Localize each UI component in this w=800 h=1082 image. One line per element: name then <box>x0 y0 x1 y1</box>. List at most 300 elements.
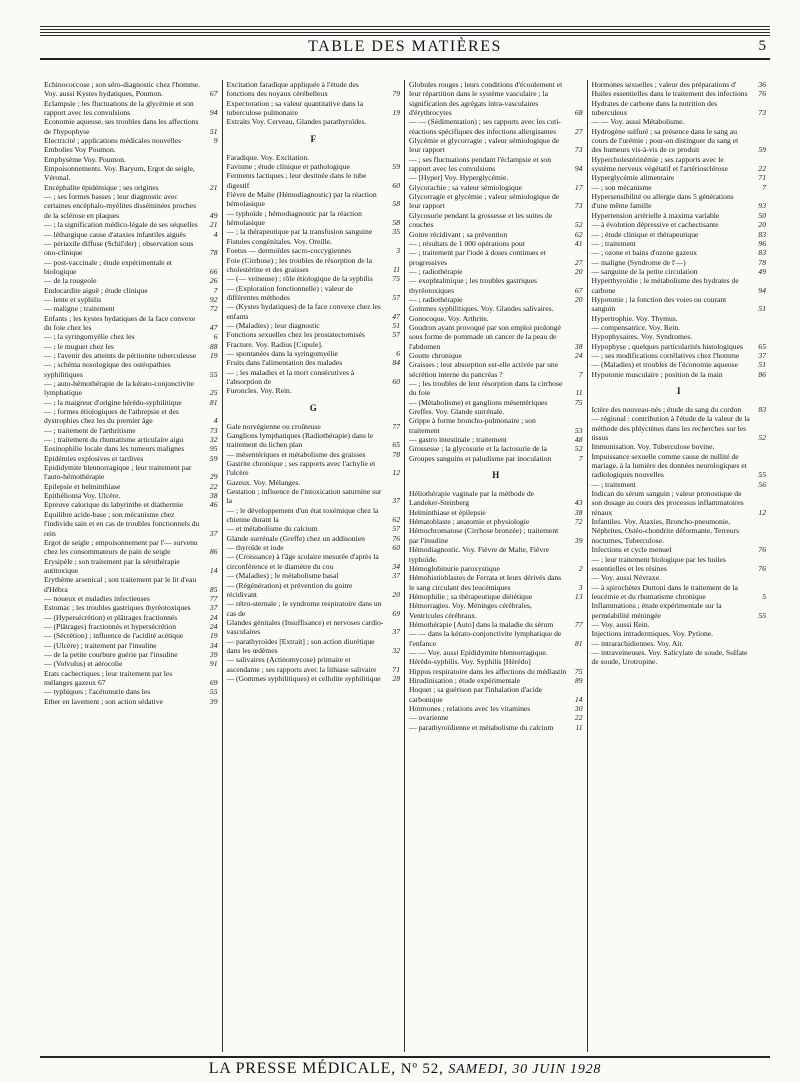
entry-text: Gommes syphilitiques. Voy. Glandes salivaires. <box>409 304 554 314</box>
index-entry <box>227 153 401 162</box>
entry-text: Hypotonie musculaire ; position de la main <box>591 369 723 379</box>
entry-page-ref: 32 <box>392 645 400 655</box>
index-entry <box>44 183 218 192</box>
entry-page-ref: 3 <box>396 246 400 256</box>
entry-text: — intrarachidiennes. Voy. Air. <box>591 638 684 648</box>
entry-page-ref: 2 <box>578 563 583 573</box>
index-entry <box>44 538 218 557</box>
index-entry <box>44 603 218 612</box>
index-entry <box>227 340 401 349</box>
index-entry <box>44 80 218 99</box>
index-entry <box>592 192 767 211</box>
entry-page-ref: 41 <box>574 238 583 248</box>
index-entry <box>409 676 583 685</box>
entry-text: Huiles essentielles dans le traitement des infections <box>591 89 748 99</box>
entry-text: Glandes génitales (Insuffisance) et nervoses cardio-vasculaires <box>226 617 384 637</box>
entry-page-ref: 53 <box>574 425 583 435</box>
index-entry <box>409 564 583 573</box>
index-entry <box>592 220 767 229</box>
entry-text: Hémothérapie [Auto] dans la maladie du sérum <box>409 619 554 629</box>
entry-page-ref: 6 <box>396 348 400 358</box>
entry-page-ref: 57 <box>392 330 400 340</box>
entry-text: Glycémie et glycorragie ; valeur sémiologique de leur rapport <box>409 136 560 155</box>
index-entry <box>592 442 767 451</box>
entry-text: — maligne (Syndrome de l'—) <box>591 257 686 267</box>
entry-text: Hypersensibilité ou allergie dans 5 générations d'une même famille <box>591 192 734 211</box>
index-entry <box>227 599 401 618</box>
entry-text: Hormones ; relations avec les vitamines <box>409 704 531 713</box>
entry-text: Fistules congénitales. Voy. Oreille. <box>226 236 333 246</box>
entry-page-ref: 81 <box>574 638 583 648</box>
index-entry <box>44 650 218 659</box>
index-column-1 <box>40 80 223 1052</box>
entry-text: — ; formes étiologiques de l'athrepsie et des dystrophies chez les du premier âge <box>44 407 179 426</box>
entry-page-ref: 11 <box>392 264 400 274</box>
entry-page-ref: 60 <box>392 180 400 190</box>
entry-text: Greffes. Voy. Glande surrénale. <box>409 407 505 417</box>
entry-page-ref: 59 <box>209 453 218 463</box>
entry-text: — Voy. aussi Rein. <box>591 619 650 629</box>
entry-text: Hirudinisation ; étude expérimentale <box>409 675 521 685</box>
entry-text: — ; le développement d'un état toxémique chez la chienne durant la <box>226 505 379 525</box>
index-entry <box>409 545 583 564</box>
entry-text: Helminthiase et épilepsie <box>409 507 486 517</box>
entry-page-ref: 34 <box>392 561 400 571</box>
index-entry <box>44 491 218 500</box>
entry-text: Hydrogène sulfuré ; sa présence dans le sang au cours de l'urémie ; pour-on distinguer du sang et des humeurs vis-à-vis de ce produit <box>591 126 739 155</box>
index-entry <box>592 80 767 89</box>
index-entry <box>592 342 767 351</box>
index-entry <box>409 657 583 666</box>
entry-text: Immunisation. Voy. Tuberculose bovine. <box>591 442 715 452</box>
index-entry <box>592 117 767 126</box>
entry-text: Hypotonie ; la fonction des voies ou courant sanguin <box>591 294 727 314</box>
entry-page-ref: 67 <box>209 89 218 99</box>
entry-page-ref: 7 <box>578 369 583 379</box>
entry-page-ref: 22 <box>758 164 766 174</box>
entry-text: — — Voy. aussi Métabolisme. <box>591 117 685 127</box>
entry-page-ref: 24 <box>574 350 583 360</box>
entry-text: Graisses ; leur absorption est-elle activée par une sécrétion interne du pancréas ? <box>409 360 559 379</box>
index-entry <box>409 444 583 453</box>
index-entry <box>409 155 583 174</box>
entry-text: — ; la maigreur d'origine hérédo-syphilitique <box>44 397 182 407</box>
entry-page-ref: 57 <box>392 524 400 534</box>
index-entry <box>44 136 218 145</box>
entry-text: — (Régénération) et prévention du goitre récidivant <box>226 580 353 599</box>
entry-page-ref: 76 <box>758 89 766 99</box>
page-header <box>40 38 770 60</box>
entry-text: — — Voy. aussi Epididymite blennorragique. <box>409 647 548 657</box>
index-entry <box>227 506 401 525</box>
entry-page-ref: 96 <box>758 238 766 248</box>
index-entry <box>44 398 218 407</box>
entry-page-ref: 43 <box>574 498 583 508</box>
entry-text: — (— veineuse) ; rôle étiologique de la syphilis <box>226 274 373 284</box>
entry-page-ref: 75 <box>574 666 583 676</box>
index-entry <box>44 697 218 706</box>
index-entry <box>592 295 767 314</box>
entry-text: Hyperthyroïdie ; le métabolisme des hydrates de carbone <box>591 276 739 295</box>
entry-text: — ; traitement de l'arthritisme <box>44 425 136 435</box>
entry-page-ref: 91 <box>209 659 218 669</box>
entry-text: — compensatrice. Voy. Rein. <box>591 322 681 332</box>
entry-text: — ; leur traitement biologique par les huiles essentielles et les résines <box>591 554 726 573</box>
index-entry <box>409 323 583 351</box>
entry-page-ref: 94 <box>209 108 218 118</box>
entry-page-ref: 37 <box>392 571 400 581</box>
index-entry <box>409 648 583 657</box>
index-entry <box>44 613 218 622</box>
index-entry <box>227 552 401 571</box>
index-entry <box>592 267 767 276</box>
entry-text: Empoisonnements. Voy. Baryum, Ergot de seigle, Véronal. <box>44 164 195 183</box>
entry-page-ref: 27 <box>574 126 583 136</box>
entry-text: Hippus respiratoire dans les affections du médiastin <box>409 666 567 676</box>
index-entry <box>44 239 218 258</box>
entry-page-ref: 62 <box>574 229 583 239</box>
index-entry <box>592 127 767 155</box>
entry-text: Epidémies explosives et tardives <box>44 453 144 463</box>
index-entry <box>592 155 767 174</box>
index-entry <box>409 314 583 323</box>
index-entry <box>592 452 767 480</box>
entry-page-ref: 59 <box>758 145 766 155</box>
entry-text: Ether en lavement ; son action sédative <box>44 696 163 706</box>
index-entry <box>227 358 401 367</box>
index-entry <box>409 416 583 435</box>
index-entry <box>44 687 218 696</box>
entry-text: Epididymite blennorragique ; leur traitement par l'auto-hémothérapie <box>44 463 192 482</box>
index-entry <box>44 276 218 285</box>
index-entry <box>44 286 218 295</box>
entry-page-ref: 78 <box>392 449 400 459</box>
entry-text: — (Exploration fonctionnelle) ; valeur de différentes méthodes <box>226 283 353 302</box>
entry-text: — ; les maladies et la mort consécutives à l'absorption de <box>226 367 355 386</box>
entry-page-ref: 52 <box>574 220 583 230</box>
entry-page-ref: 83 <box>758 229 766 239</box>
entry-text: Excitation faradique appliquée à l'étude des fonctions des noyaux cérébelleux <box>226 80 359 99</box>
entry-text: — typhoïde ; hémodiagnostic par la réaction hémolasique <box>226 208 362 228</box>
entry-page-ref: 9 <box>213 136 218 146</box>
index-entry <box>592 601 767 620</box>
entry-page-ref: 76 <box>392 533 400 543</box>
entry-text: Impuissance sexuelle comme cause de nullité de mariage, à la lumière des données neurologiques et radiologiques nouvelles <box>591 451 747 480</box>
entry-text: Fonctions sexuelles chez les prostatectomisés <box>226 330 365 340</box>
entry-page-ref: 35 <box>392 227 400 237</box>
entry-page-ref: 27 <box>574 257 583 267</box>
entry-page-ref: 69 <box>392 608 400 618</box>
entry-page-ref: 39 <box>574 535 583 545</box>
index-entry <box>409 508 583 517</box>
entry-page-ref: 58 <box>392 199 400 209</box>
index-entry <box>592 480 767 489</box>
entry-page-ref: 14 <box>574 694 583 704</box>
index-entry <box>409 517 583 526</box>
entry-text: Gonocoque. Voy. Arthrite. <box>409 313 489 323</box>
entry-text: — (Gommes syphilitiques) et cellulite syphilitique <box>226 673 381 683</box>
entry-text: — ; le muguet chez les <box>44 341 114 351</box>
index-entry <box>409 723 583 732</box>
entry-page-ref: 37 <box>392 496 400 506</box>
index-entry <box>227 431 401 450</box>
index-entry <box>227 674 401 683</box>
index-entry <box>409 239 583 248</box>
index-entry <box>409 601 583 620</box>
entry-text: Goutte chronique <box>409 350 462 360</box>
index-entry <box>227 581 401 600</box>
entry-text: — ; radiothérapie <box>409 266 463 276</box>
index-entry <box>44 463 218 482</box>
index-entry <box>44 145 218 154</box>
entry-text: Ferments lactiques ; leur destinée dans le tube digestif <box>226 171 367 190</box>
section-letter: F <box>310 133 316 144</box>
index-entry <box>227 171 401 190</box>
entry-page-ref: 37 <box>392 627 400 637</box>
entry-page-ref: 71 <box>758 173 766 183</box>
entry-page-ref: 69 <box>209 678 218 687</box>
entry-text: — (Plâtrages) fractionnés et hypersécrétion <box>44 621 176 631</box>
entry-text: Grossesse ; la glycosurie et la lactosurie de la <box>409 444 547 454</box>
entry-text: Foie (Cirrhose) ; les troubles de résorption de la cholestérine et des graisses <box>226 255 373 274</box>
entry-text: — ; la signification médico-légale de ses séquelles <box>44 220 198 230</box>
entry-page-ref: 52 <box>758 433 766 443</box>
entry-page-ref: 92 <box>209 294 218 304</box>
entry-text: — de la rougeole <box>44 276 97 286</box>
entry-text: — ; ses modifications corrélatives chez l'homme <box>591 350 740 360</box>
entry-text: — (Hypersécrétion) et plâtrages fractionnés <box>44 612 178 622</box>
index-entry <box>44 117 218 136</box>
entry-page-ref: 21 <box>209 220 218 230</box>
entry-text: — (Maladies) et troubles de l'économie aqueuse <box>591 360 738 370</box>
entry-page-ref: 73 <box>209 425 218 435</box>
entry-page-ref: 50 <box>758 210 766 220</box>
entry-page-ref: 58 <box>392 218 400 228</box>
index-entry <box>592 183 767 192</box>
entry-page-ref: 29 <box>209 472 218 482</box>
index-entry <box>227 256 401 275</box>
index-entry <box>227 459 401 478</box>
entry-page-ref: 20 <box>392 589 400 599</box>
entry-page-ref: 76 <box>758 545 766 555</box>
entry-text: — régional : contribution à l'étude de la valeur de la méthode des phlyctènes dans les recherches sur les tissus <box>591 414 750 443</box>
entry-page-ref: 83 <box>758 248 766 258</box>
index-entry <box>227 80 401 99</box>
entry-page-ref: 21 <box>209 182 218 192</box>
entry-text: — ; résultats de 1 000 opérations pour <box>409 238 526 248</box>
entry-text: Ergot de seigle ; empoisonnement par l'— survenu chez les consommateurs de pain de seigle <box>44 537 198 557</box>
entry-text: — — (Sédimentation) ; ses rapports avec les cuti-réactions spécifiques des infections allergisantes <box>409 117 561 136</box>
index-entry <box>44 164 218 183</box>
entry-text: Gazeux. Voy. Mélanges. <box>226 477 301 487</box>
entry-page-ref: 76 <box>758 563 766 573</box>
index-entry <box>44 230 218 239</box>
index-entry <box>409 398 583 407</box>
entry-text: — ; les troubles de leur résorption dans la cirrhose du foie <box>409 379 563 398</box>
entry-text: — intraveineuses. Voy. Salicylate de soude, Sulfate de soude, Urotropine. <box>591 647 748 667</box>
index-entry <box>592 639 767 648</box>
index-column-4 <box>588 80 771 1052</box>
entry-page-ref: 73 <box>574 145 583 155</box>
index-entry <box>409 80 583 117</box>
index-entry <box>592 99 767 118</box>
index-entry <box>44 332 218 341</box>
entry-text: — périaxile diffuse (Schil'der) ; observation sous ono-clinique <box>44 238 194 258</box>
index-entry <box>592 629 767 638</box>
entry-text: Hémorragies. Voy. Méninges cérébrales, Ventricules cérébraux. <box>409 601 532 620</box>
index-entry <box>592 573 767 582</box>
entry-text: Goudron ayant provoqué par son emploi prolongé sous forme de pommade un cancer de la peau de l'abdomen <box>409 322 561 351</box>
index-entry <box>409 117 583 136</box>
entry-page-ref: 7 <box>762 182 766 192</box>
entry-page-ref: 49 <box>758 266 766 276</box>
entry-text: Hoquet ; sa guérison par l'inhalation d'acide carbonique <box>409 685 543 704</box>
entry-text: Hydrates de carbone dans la nutrition des tuberculeux <box>591 98 718 118</box>
index-entry <box>227 117 401 126</box>
entry-page-ref: 38 <box>209 491 218 501</box>
entry-page-ref: 95 <box>209 444 218 454</box>
index-entry <box>44 155 218 164</box>
index-entry <box>409 435 583 444</box>
entry-page-ref: 60 <box>392 376 400 386</box>
entry-text: — parathyroïdienne et métabolisme du calcium <box>409 722 554 732</box>
entry-page-ref: 79 <box>392 89 400 99</box>
entry-text: Glycorachie ; sa valeur sémiologique <box>409 182 523 192</box>
index-entry <box>409 192 583 211</box>
index-entry <box>44 500 218 509</box>
entry-text: — [Hyper] Voy. Hyperglycémie. <box>409 173 509 183</box>
entry-page-ref: 55 <box>209 687 218 697</box>
entry-page-ref: 55 <box>758 610 766 620</box>
entry-text: — ovarienne <box>409 713 449 723</box>
index-entry <box>227 450 401 459</box>
entry-text: Favisme ; étude clinique et pathologique <box>226 162 350 172</box>
entry-page-ref: 3 <box>578 582 583 592</box>
entry-text: Hypercholestérinémie ; ses rapports avec le système nerveux végétatif et l'artériosclérose <box>591 154 728 174</box>
index-entry <box>227 637 401 656</box>
index-entry <box>409 620 583 629</box>
entry-page-ref: 65 <box>758 341 766 351</box>
entry-page-ref: 72 <box>209 304 218 314</box>
entry-text: — ; la syringomyélie chez les <box>44 332 135 342</box>
index-entry <box>592 370 767 379</box>
entry-text: Héliothérapie vaginale par la méthode de Landeker-Steinberg <box>409 489 535 508</box>
entry-text: — ; radiothérapie <box>409 294 463 304</box>
entry-text: — ; traitement du rhumatisme articulaire aigu <box>44 435 184 445</box>
page-title: TABLE DES MATIÈRES <box>308 38 502 55</box>
entry-page-ref: 55 <box>758 470 766 480</box>
index-entry <box>592 89 767 98</box>
index-entry <box>227 422 401 431</box>
entry-text: — gastro intestinale ; traitement <box>409 435 507 445</box>
entry-text: Erysipèle ; son traitement par la sérothérapie autitoxique <box>44 556 180 575</box>
index-entry <box>44 426 218 435</box>
entry-text: — ; traitement <box>591 479 636 489</box>
entry-page-ref: 32 <box>209 435 218 445</box>
entry-page-ref: 67 <box>574 285 583 295</box>
entry-page-ref: 73 <box>574 201 583 211</box>
entry-page-ref: 66 <box>209 266 218 276</box>
entry-page-ref: 47 <box>209 322 218 332</box>
index-entry <box>44 407 218 426</box>
entry-text: — exophtalmique ; les troubles gastriques thyréotoxiques <box>409 276 538 295</box>
index-entry <box>592 332 767 341</box>
entry-text: Echinococcose ; son séro-diagnostic chez l'homme. Voy. aussi Kystes hydatiques, Poumon. <box>44 80 201 99</box>
index-entry <box>409 136 583 155</box>
index-entry <box>227 386 401 395</box>
index-entry <box>227 284 401 303</box>
entry-page-ref: 28 <box>392 673 400 683</box>
index-entry <box>44 220 218 229</box>
entry-text: — ; l'avenir des atteints de péritonite tuberculeuse <box>44 350 197 360</box>
index-entry <box>44 360 218 379</box>
entry-page-ref: 94 <box>758 285 766 295</box>
entry-page-ref: 7 <box>578 453 583 463</box>
index-entry <box>409 304 583 313</box>
entry-page-ref: 51 <box>209 126 218 136</box>
index-entry <box>592 648 767 667</box>
entry-text: Hémodiagnostic. Voy. Fièvre de Malte, Fièvre typhoïde. <box>409 545 550 564</box>
entry-page-ref: 20 <box>574 294 583 304</box>
entry-text: — (Maladies) ; le métabolisme basal <box>226 571 339 581</box>
index-columns <box>40 80 770 1052</box>
entry-page-ref: 24 <box>209 621 218 631</box>
entry-text: Emphysème Voy. Poumon. <box>44 154 126 164</box>
entry-text: — post-vaccinale ; étude expérimentale et biologique <box>44 257 172 276</box>
index-entry <box>44 304 218 313</box>
entry-page-ref: 37 <box>209 528 218 538</box>
entry-text: Endocardite aiguë ; étude clinique <box>44 285 148 295</box>
entry-page-ref: 39 <box>209 696 218 706</box>
entry-page-ref: 6 <box>213 332 218 342</box>
entry-page-ref: 51 <box>392 320 400 330</box>
section-letter: I <box>676 386 681 396</box>
entry-text: — ; traitement par l'iode à doses continues et progressives <box>409 248 546 267</box>
index-entry <box>44 669 218 688</box>
entry-text: — et métabolisme du calcium <box>226 524 318 534</box>
entry-text: — Voy. aussi Névraxe. <box>591 573 661 583</box>
entry-page-ref: 78 <box>758 257 766 267</box>
entry-text: Hypertrophie. Voy. Thymus. <box>591 313 678 323</box>
entry-text: Faradique. Voy. Excitation. <box>226 152 310 162</box>
entry-page-ref: 22 <box>209 481 218 491</box>
entry-page-ref: 84 <box>392 358 400 368</box>
index-entry <box>44 510 218 538</box>
entry-text: Goitre récidivant ; sa prévention <box>409 229 508 239</box>
entry-page-ref: 75 <box>574 397 583 407</box>
entry-text: — (Ulcère) ; traitement par l'insuline <box>44 640 157 650</box>
index-entry <box>592 323 767 332</box>
entry-page-ref: 11 <box>575 388 583 398</box>
index-entry <box>592 211 767 220</box>
entry-text: Extraits Voy. Cerveau, Glandes parathyroïdes. <box>226 117 367 127</box>
entry-text: Glycorragie et glycémie ; valeur sémiologique de leur rapport <box>409 192 560 211</box>
index-entry <box>592 583 767 602</box>
entry-page-ref: 47 <box>392 311 400 321</box>
entry-text: Electricité ; applications médicales nouvelles <box>44 136 182 146</box>
index-entry <box>592 517 767 545</box>
index-entry <box>592 230 767 239</box>
index-entry <box>592 545 767 554</box>
index-entry <box>227 237 401 246</box>
entry-text: Grippe à forme broncho-pulmonaire ; son traitement <box>409 416 536 435</box>
issue-date: SAMEDI, 30 JUIN 1928 <box>448 1062 602 1077</box>
index-entry <box>44 557 218 576</box>
index-entry <box>592 555 767 574</box>
entry-page-ref: 12 <box>758 507 766 517</box>
entry-page-ref: 85 <box>209 584 218 594</box>
entry-text: Glande surrénale (Greffe) chez un addisonien <box>226 533 365 543</box>
